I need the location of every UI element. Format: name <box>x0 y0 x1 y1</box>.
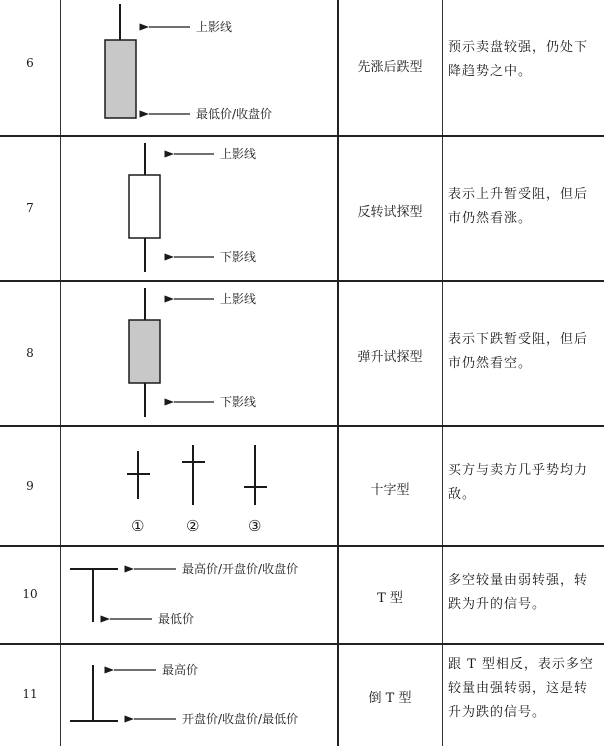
label-upper-shadow: 上影线 <box>220 147 257 161</box>
label-variant-1: ① <box>131 517 145 535</box>
table-row <box>0 0 604 137</box>
pattern-name: 反转试探型 <box>357 205 423 220</box>
pattern-description: 表示下跌暂受阻，但后市仍然看空。 <box>448 332 589 371</box>
candlestick-diagram <box>62 137 334 280</box>
candlestick-diagram <box>62 0 334 135</box>
pattern-description: 跟 T 型相反，表示多空较量由强转弱，这是转升为跌的信号。 <box>448 657 594 720</box>
label-open-close-low: 开盘价/收盘价/最低价 <box>182 712 299 726</box>
table-row <box>0 137 604 282</box>
candle-body <box>105 40 136 118</box>
cross-diagram <box>62 427 334 545</box>
candle-body <box>129 320 160 383</box>
row-number: 10 <box>22 587 38 601</box>
table-row <box>0 282 604 427</box>
pattern-description: 多空较量由弱转强，转跌为升的信号。 <box>448 573 589 612</box>
label-variant-3: ③ <box>248 517 262 535</box>
row-number: 6 <box>26 56 34 70</box>
pattern-description: 预示卖盘较强，仍处下降趋势之中。 <box>448 40 589 79</box>
pattern-name: 弹升试探型 <box>357 350 423 365</box>
row-number: 7 <box>26 201 34 215</box>
label-upper-shadow: 上影线 <box>196 20 233 34</box>
table-row <box>0 645 604 746</box>
pattern-description: 买方与卖方几乎势均力敌。 <box>448 463 589 502</box>
candlestick-diagram <box>62 282 334 425</box>
pattern-name: 倒 T 型 <box>368 691 412 706</box>
pattern-description: 表示上升暂受阻，但后市仍然看涨。 <box>448 187 589 226</box>
row-number: 8 <box>26 346 34 360</box>
label-low-close: 最低价/收盘价 <box>196 107 273 121</box>
inverted-t-diagram <box>62 645 334 744</box>
label-variant-2: ② <box>186 517 200 535</box>
pattern-name: 先涨后跌型 <box>357 60 423 75</box>
pattern-name: 十字型 <box>370 483 410 498</box>
row-number: 11 <box>22 687 38 701</box>
table-row <box>0 547 604 645</box>
label-low: 最低价 <box>158 612 195 626</box>
label-upper-shadow: 上影线 <box>220 292 257 306</box>
label-high: 最高价 <box>162 663 199 677</box>
label-high-open-close: 最高价/开盘价/收盘价 <box>182 562 299 576</box>
pattern-name: T 型 <box>377 591 403 606</box>
label-lower-shadow: 下影线 <box>220 395 257 409</box>
table-row <box>0 427 604 547</box>
row-number: 9 <box>26 479 34 493</box>
candle-body <box>129 175 160 238</box>
t-shape-diagram <box>62 547 334 643</box>
label-lower-shadow: 下影线 <box>220 250 257 264</box>
